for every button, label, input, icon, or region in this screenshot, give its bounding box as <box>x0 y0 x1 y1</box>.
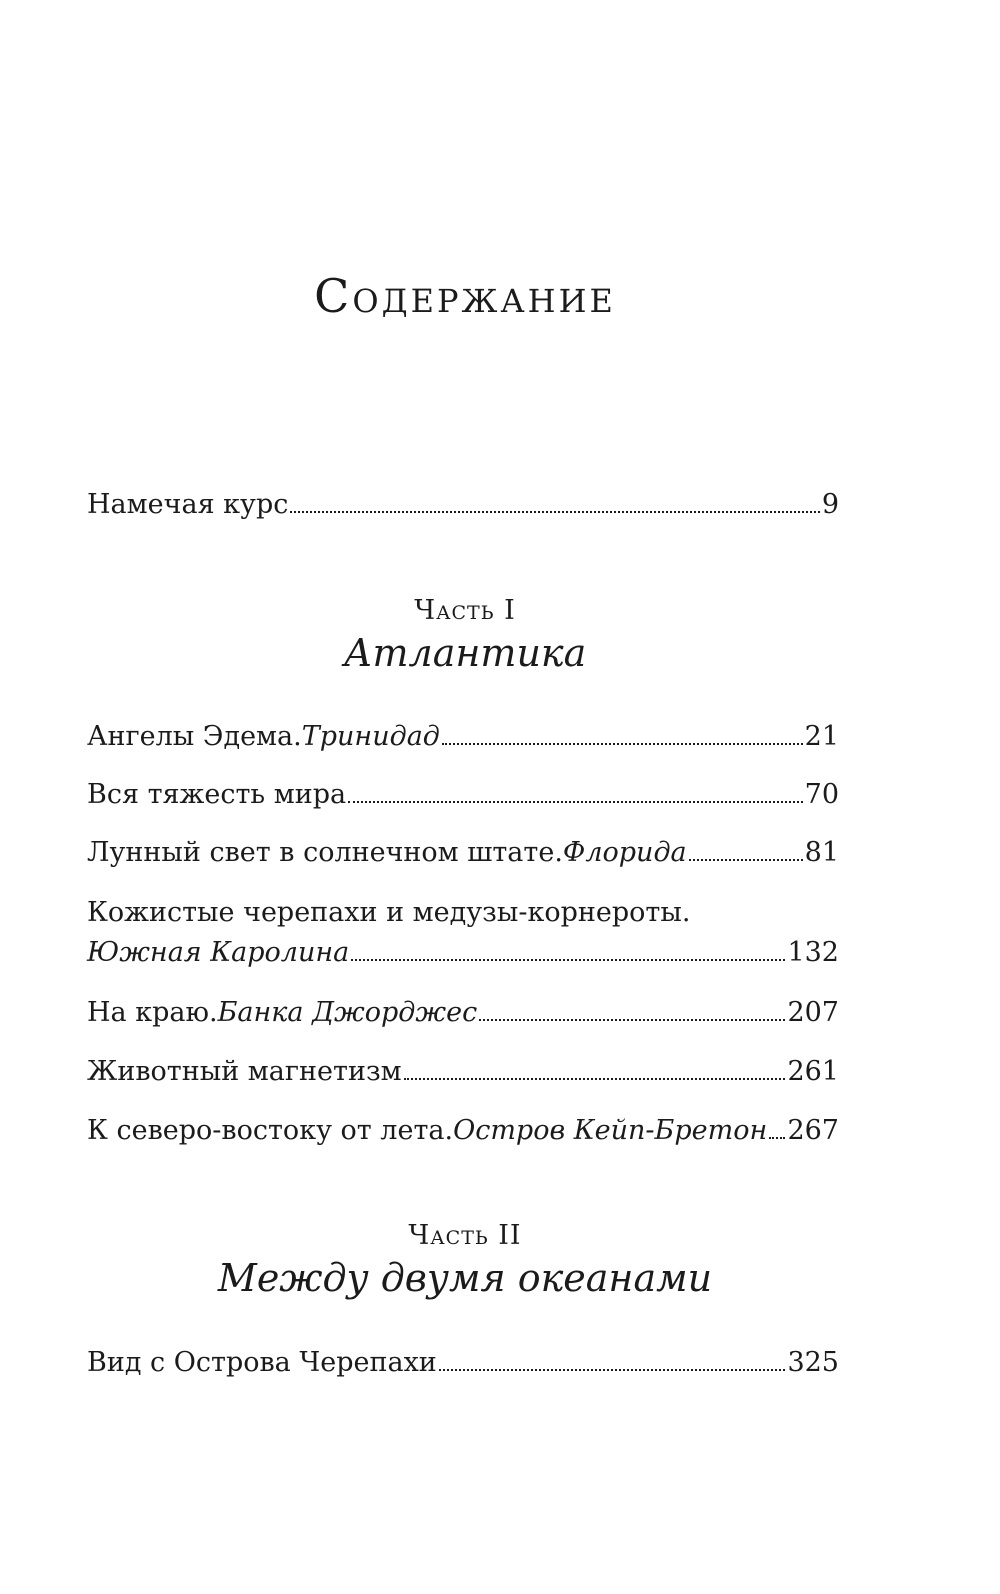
entry-text: Ангелы Эдема. <box>87 721 302 752</box>
dot-leader <box>479 1019 785 1021</box>
entry-text: Животный магнетизм <box>87 1056 402 1087</box>
part-2-label: Часть II <box>408 1220 522 1251</box>
part-1-label: Часть I <box>414 595 516 626</box>
dot-leader <box>689 859 803 861</box>
dot-leader <box>439 1369 786 1371</box>
dot-leader <box>442 743 803 745</box>
part-1-title: Атлантика <box>343 631 587 675</box>
entry-text: Вид с Острова Черепахи <box>87 1347 437 1378</box>
entry-place: Южная Каролина <box>87 937 350 968</box>
entry-place: Остров Кейп-Бретон <box>453 1115 768 1146</box>
toc-entry-intro <box>87 488 839 522</box>
entry-text: Вся тяжесть мира <box>87 779 347 810</box>
dot-leader <box>404 1078 786 1080</box>
toc-entry <box>87 1114 839 1148</box>
toc-entry <box>87 720 839 754</box>
dot-leader <box>351 959 785 961</box>
entry-page-number: 21 <box>804 721 839 752</box>
dot-leader <box>348 801 803 803</box>
entry-place: Тринидад <box>301 721 440 752</box>
toc-entry <box>87 1055 839 1089</box>
entry-text: Лунный свет в солнечном штате. <box>87 837 563 868</box>
toc-entry <box>87 1346 839 1380</box>
entry-page-number: 207 <box>787 997 839 1028</box>
page-title: Содержание <box>314 269 616 323</box>
entry-page-number: 132 <box>787 937 839 968</box>
entry-page-number: 9 <box>821 489 839 520</box>
dot-leader <box>769 1137 785 1139</box>
toc-entry <box>87 936 839 970</box>
entry-place: Флорида <box>562 837 687 868</box>
entry-page-number: 325 <box>787 1347 839 1378</box>
toc-entry <box>87 778 839 812</box>
toc-entry <box>87 996 839 1030</box>
part-2-title: Между двумя океанами <box>217 1256 713 1300</box>
entry-page-number: 81 <box>804 837 839 868</box>
entry-text: К северо-востоку от лета. <box>87 1115 454 1146</box>
entry-page-number: 70 <box>804 779 839 810</box>
entry-page-number: 261 <box>787 1056 839 1087</box>
entry-page-number: 267 <box>787 1115 839 1146</box>
entry-text-line1: Кожистые черепахи и медузы-корнероты. <box>87 897 691 928</box>
toc-entry <box>87 836 839 870</box>
dot-leader <box>290 511 819 513</box>
entry-place: Банка Джорджес <box>217 997 478 1028</box>
entry-text: На краю. <box>87 997 218 1028</box>
entry-text: Намечая курс <box>87 489 289 520</box>
